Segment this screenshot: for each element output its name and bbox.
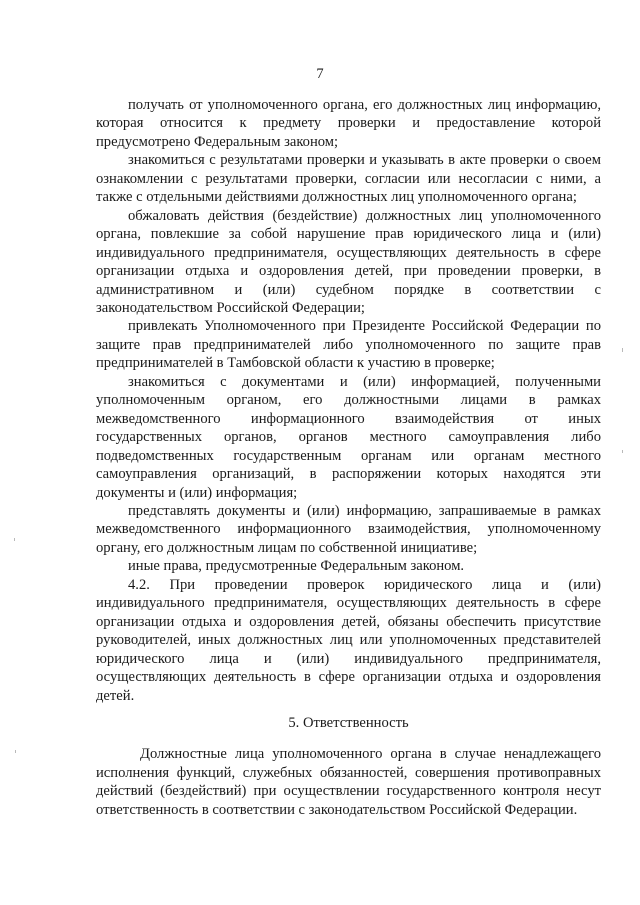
rights-item-appeal: обжаловать действия (бездействие) должностных лиц уполномоченного органа, повлекшие за собой нарушение прав юридического лица и (или) индивидуального предпринимателя, осуществляющих деятельность в сфере организации отдыха и оздоровления детей, при проведении проверки, в административном и (или) судебном порядке в соответствии с законодательством Российской Федерации; [96,207,601,316]
scan-edge-mark [622,348,623,352]
scan-edge-mark [622,450,623,453]
rights-item-ombudsman: привлекать Уполномоченного при Президенте Российской Федерации по защите прав предпринимателей либо уполномоченного по защите прав предпринимателей в Тамбовской области к участию в проверке; [96,318,601,372]
document-body [96,96,601,819]
rights-item-review-results: знакомиться с результатами проверки и указывать в акте проверки о своем ознакомлении с результатами проверки, согласии или несогласии с ними, а также с отдельными действиями должностных лиц уполномоченного органа; [96,152,601,206]
page-number: 7 [316,66,324,82]
section-5-heading: 5. Ответственность [288,714,409,731]
rights-item-get-information: получать от уполномоченного органа, его должностных лиц информацию, которая относится к предмету проверки и предоставление которой предусмотрено Федеральным законом; [96,97,601,150]
section-5-text: Должностные лица уполномоченного органа в случае ненадлежащего исполнения функций, служебных обязанностей, совершения противоправных действий (бездействий) при осуществлении государственного контроля несут ответственность в соответствии с законодательством Российской Федерации. [96,746,601,818]
rights-item-submit-documents: представлять документы и (или) информацию, запрашиваемые в рамках межведомственного информационного взаимодействия, уполномоченному органу, его должностным лицам по собственной инициативе; [96,502,601,556]
clause-4-2: 4.2. При проведении проверок юридического лица и (или) индивидуального предпринимателя, осуществляющих деятельность в сфере организации отдыха и оздоровления детей, обязаны обеспечить присутствие руководителей, иных должностных лиц или уполномоченных представителей юридического лица и (или) индивидуального предпринимателя, осуществляющих деятельность в сфере организации отдыха и оздоровления детей. [96,576,601,704]
rights-item-other: иные права, предусмотренные Федеральным законом. [128,558,465,575]
rights-item-review-documents: знакомиться с документами и (или) информацией, полученными уполномоченным органом, его должностными лицами в рамках межведомственного информационного взаимодействия от иных государственных органов, органов местного самоуправления либо подведомственных государственным органам или органам местного самоуправления организаций, в распоряжении которых находятся эти документы и (или) информация; [96,373,601,501]
scan-edge-mark [14,538,15,541]
scan-edge-mark [15,750,16,753]
